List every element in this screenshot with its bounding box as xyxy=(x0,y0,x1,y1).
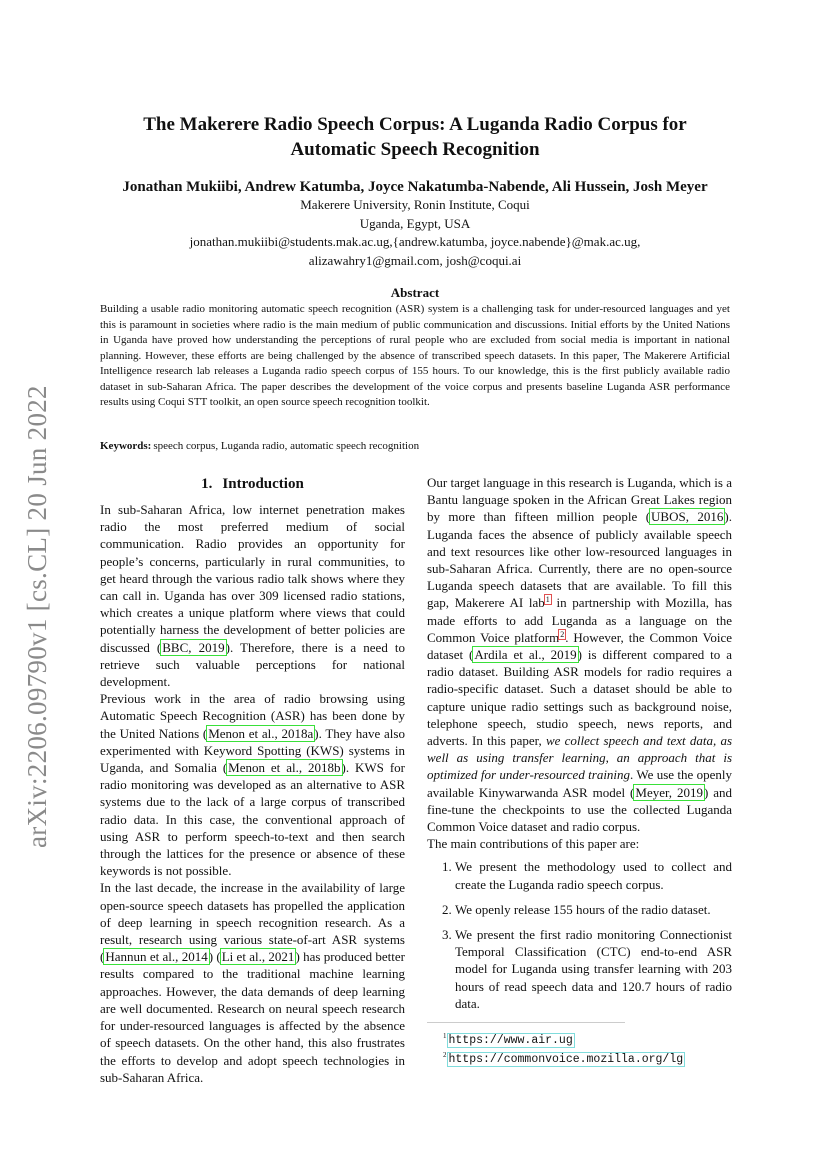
email-line: alizawahry1@gmail.com, josh@coqui.ai xyxy=(308,252,522,268)
citation-link[interactable]: UBOS, 2016 xyxy=(651,509,724,525)
text-run: ) ( xyxy=(208,949,221,965)
section-number: 1. xyxy=(201,476,213,492)
abstract-heading: Abstract xyxy=(390,285,440,300)
text-run: In the last decade, the increase in the availability of large open-source speech datasets has propelled the application of deep learning in speech recognition research. As a result, research using various state-of-art ASR systems ( xyxy=(100,880,405,965)
footnote xyxy=(443,1048,732,1067)
footnote-divider xyxy=(427,1022,625,1023)
contributions-list xyxy=(427,858,732,1012)
citation-link[interactable]: Meyer, 2019 xyxy=(635,784,703,800)
keywords-line xyxy=(100,439,730,454)
affiliation-line: Uganda, Egypt, USA xyxy=(359,215,471,231)
keywords-text: speech corpus, Luganda radio, automatic speech recognition xyxy=(153,440,420,452)
arxiv-side-stamp xyxy=(22,370,66,850)
affiliation-block xyxy=(100,196,730,270)
right-column xyxy=(427,474,732,1067)
citation-link[interactable]: Ardila et al., 2019 xyxy=(474,647,577,663)
text-run: ) is different compared to a radio dataset. Building ASR models for radio requires a radio-specific dataset. Such a dataset should be able to capture unique radio settings such as background noise, telephone speech, studio speech, news reports, and adverts. In this paper, xyxy=(427,647,732,749)
footnote-url-link[interactable]: https://www.air.ug xyxy=(448,1034,573,1048)
text-run: ). Therefore, there is a need to retrieve such valuable perceptions for national development. xyxy=(100,639,406,690)
citation-link[interactable]: Menon et al., 2018a xyxy=(208,725,314,741)
footnote-mark: 1 xyxy=(443,1032,447,1041)
text-run: In sub-Saharan Africa, low internet penetration makes radio the most preferred medium of social communication. Radio provides an opportunity for people’s concerns, particularly in rural communities, to get heard through the various radio talk shows where they can call in. Uganda has over 309 licensed radio stations, which creates a unique platform where views that could potentially harness the development of better policies are discussed ( xyxy=(100,502,405,655)
text-run: . We use the openly available Kinywarwanda ASR model ( xyxy=(427,767,732,800)
text-run: in partnership with Mozilla, has made efforts to add Luganda as a language on the Common Voice platform xyxy=(427,595,733,645)
paragraph xyxy=(100,501,405,690)
text-run: Previous work in the area of radio browsing using Automatic Speech Recognition (ASR) has been done by the United Nations ( xyxy=(100,691,405,741)
text-run: Our target language in this research is Luganda, which is a Bantu language spoken in the African Great Lakes region by more than fifteen million people ( xyxy=(427,475,732,525)
abstract-body: Building a usable radio monitoring automatic speech recognition (ASR) system is a challenging task for under-resourced languages and yet this is paramount in societies where radio is the main medium of public communication and discussions. Initial efforts by the United Nations in Uganda have proved how understanding the perceptions of rural people who are excluded from social media is important in national planning. However, these efforts are being challenged by the absence of transcribed speech datasets. In this paper, The Makerere Artificial Intelligence research lab releases a Luganda radio speech corpus of 155 hours. To our knowledge, this is the first publicly available radio dataset in sub-Saharan Africa. The paper describes the development of the voice corpus and presents baseline Luganda ASR performance results using Coqui STT toolkit, an open source speech recognition toolkit. xyxy=(100,303,730,408)
list-item: 2. We openly release 155 hours of the radio dataset. xyxy=(455,901,732,918)
italic-text: we collect speech and text data, as well as using transfer learning, an approach that is optimized for under-resourced training xyxy=(427,733,732,783)
paragraph xyxy=(427,474,732,835)
text-run: . However, the Common Voice dataset ( xyxy=(427,629,732,663)
text-run: ). Luganda faces the absence of publicly available speech and text resources like other low-resourced languages in sub-Saharan Africa. Currently, there are no open-source Luganda speech datasets that are available. To fill this gap, Makerere AI lab xyxy=(427,509,732,611)
footnote-ref[interactable]: 1 xyxy=(545,595,550,605)
list-item: 1. We present the methodology used to collect and create the Luganda radio speech corpus. xyxy=(455,858,732,892)
text-run: ) has produced better results compared to the traditional machine learning approaches. However, the data demands of deep learning are well documented. Research on neural speech research for under-resourced languages is affected by the absence of speech datasets. On the other hand, this also frustrates the efforts to develop and adopt speech technologies in sub-Saharan Africa. xyxy=(100,949,405,1085)
citation-link[interactable]: Hannun et al., 2014 xyxy=(105,949,208,965)
text-run: ) and fine-tune the checkpoints to use the collected Luganda Common Voice dataset and radio corpus. xyxy=(427,784,732,835)
affiliation-line: Makerere University, Ronin Institute, Coqui xyxy=(300,197,530,212)
section-title: Introduction xyxy=(222,476,304,492)
arxiv-id-label[interactable]: arXiv:2206.09790v1 [cs.CL] 20 Jun 2022 xyxy=(22,385,52,848)
contributions-lead: The main contributions of this paper are: xyxy=(427,836,640,852)
footnote xyxy=(443,1029,732,1048)
paragraph xyxy=(100,690,405,879)
left-column xyxy=(100,474,405,1086)
footnote-url-link[interactable]: https://commonvoice.mozilla.org/lg xyxy=(448,1053,684,1067)
citation-link[interactable]: Menon et al., 2018b xyxy=(228,760,341,776)
footnote-ref[interactable]: 2 xyxy=(560,629,565,639)
citation-link[interactable]: BBC, 2019 xyxy=(162,639,225,655)
paragraph xyxy=(100,879,405,1085)
author-list: Jonathan Mukiibi, Andrew Katumba, Joyce Nakatumba-Nabende, Ali Hussein, Josh Meyer xyxy=(122,179,708,195)
paper-title: The Makerere Radio Speech Corpus: A Luganda Radio Corpus for Automatic Speech Recognition xyxy=(143,114,687,160)
email-line: jonathan.mukiibi@students.mak.ac.ug,{andrew.katumba, joyce.nabende}@mak.ac.ug, xyxy=(189,234,641,249)
keywords-label: Keywords: xyxy=(100,440,152,452)
citation-link[interactable]: Li et al., 2021 xyxy=(221,949,295,965)
text-run: ). They have also experimented with Keyword Spotting (KWS) systems in Uganda, and Somalia ( xyxy=(100,725,405,776)
text-run: ). KWS for radio monitoring was developed as an alternative to ASR systems due to the lack of a large corpus of transcribed radio data. In this case, the conventional approach of using ASR to perform speech-to-text and then search through the lattices for the presence or absence of these keywords is not possible. xyxy=(100,760,405,879)
footnote-mark: 2 xyxy=(443,1051,447,1060)
section-heading-introduction xyxy=(100,474,405,494)
list-item: 3. We present the first radio monitoring Connectionist Temporal Classification (CTC) end-to-end ASR model for Luganda using transfer learning with 203 hours of read speech data and 120.7 hours of radio data. xyxy=(455,926,732,1012)
